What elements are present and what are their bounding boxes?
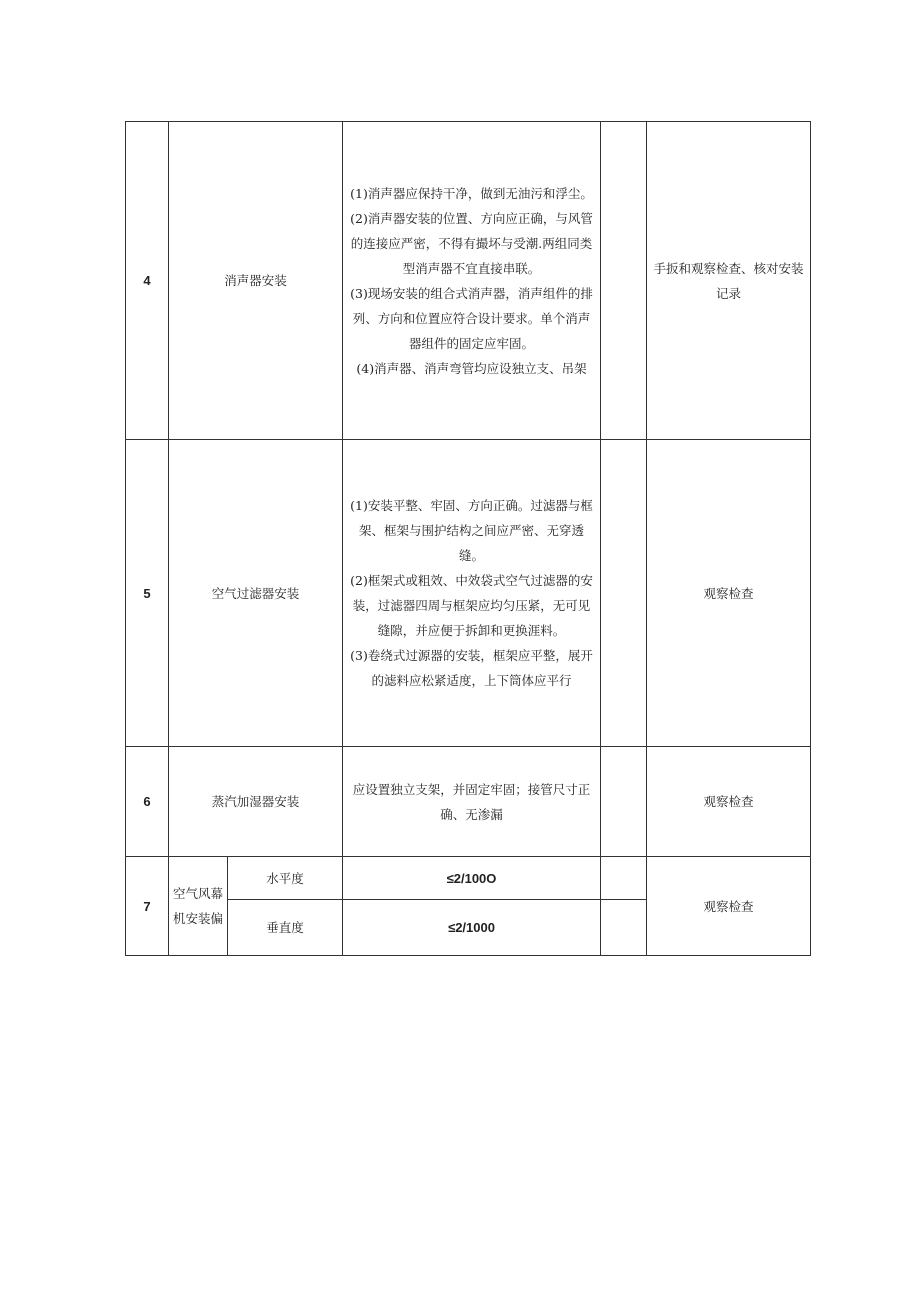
empty-cell	[601, 900, 647, 956]
tolerance-value: ≤2/100O	[343, 857, 601, 900]
empty-cell	[601, 440, 647, 747]
requirements-cell	[343, 747, 601, 857]
item-name: 消声器安装	[169, 122, 343, 440]
requirements-cell	[343, 122, 601, 440]
row-number: 7	[126, 857, 169, 956]
requirement-text: 应设置独立支架，并固定牢固；接管尺寸正确、无渗漏	[352, 781, 591, 822]
tolerance-value: ≤2/1000	[343, 900, 601, 956]
table-row	[126, 440, 811, 747]
inspection-table	[125, 121, 811, 956]
sub-item-label: 水平度	[228, 857, 343, 900]
requirement-text: (4)消声器、消声弯管均应设独立支、吊架	[356, 360, 587, 376]
table-row	[126, 122, 811, 440]
sub-item-label: 垂直度	[228, 900, 343, 956]
requirement-text: (3)卷绕式过源器的安装，框架应平整，展开的滤料应松紧适度，上下筒体应平行	[350, 648, 593, 688]
empty-cell	[601, 122, 647, 440]
row-number: 6	[126, 747, 169, 857]
inspection-method: 手扳和观察检查、核对安装记录	[647, 122, 811, 440]
item-name: 空气过滤器安装	[169, 440, 343, 747]
empty-cell	[601, 747, 647, 857]
requirement-text: (1)消声器应保持干净，做到无油污和浮尘。	[350, 185, 593, 201]
requirement-text: (3)现场安装的组合式消声器，消声组件的排列、方向和位置应符合设计要求。单个消声器组件的固定应牢固。	[350, 285, 593, 351]
requirement-text: (1)安装平整、牢固、方向正确。过滤器与框架、框架与围护结构之间应严密、无穿透缝。	[350, 498, 593, 563]
row-number: 5	[126, 440, 169, 747]
table-row	[126, 747, 811, 857]
inspection-method: 观察检查	[647, 857, 811, 956]
empty-cell	[601, 857, 647, 900]
requirements-cell	[343, 440, 601, 747]
inspection-method: 观察检查	[647, 747, 811, 857]
inspection-method: 观察检查	[647, 440, 811, 747]
item-name: 蒸汽加湿器安装	[169, 747, 343, 857]
requirement-text: (2)消声器安装的位置、方向应正确，与风管的连接应严密，不得有撮坏与受潮.两组同类型消声器不宜直接串联。	[350, 210, 593, 276]
item-name: 空气风幕机安装偏	[169, 857, 228, 956]
requirement-text: (2)框架式或粗效、中效袋式空气过滤器的安装，过滤器四周与框架应均匀压紧，无可见缝隙，并应便于拆卸和更换涯料。	[350, 573, 593, 638]
row-number: 4	[126, 122, 169, 440]
table-row	[126, 857, 811, 900]
